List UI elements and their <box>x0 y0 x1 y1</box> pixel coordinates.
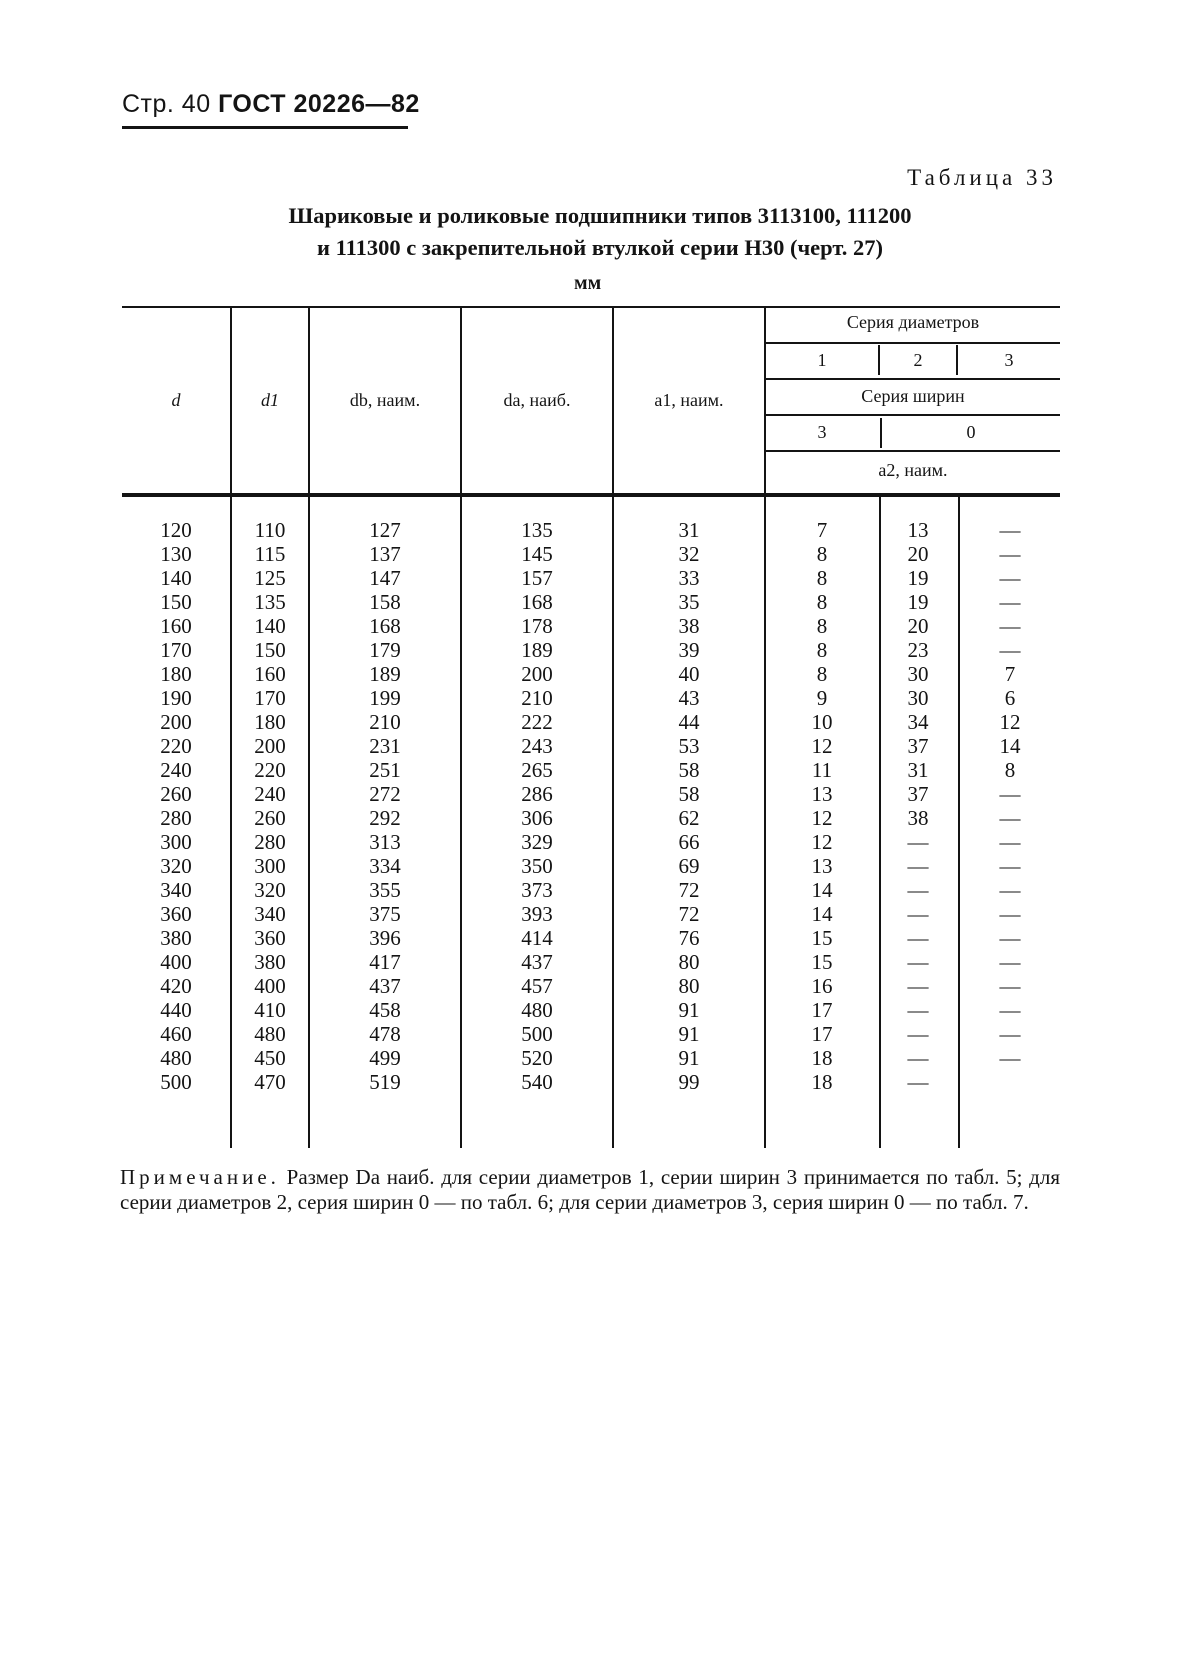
table-cell: 300 <box>160 830 192 854</box>
table-cell: 396 <box>369 926 401 950</box>
table-cell: 280 <box>254 830 286 854</box>
header-d: d <box>171 390 181 410</box>
table-cell: 320 <box>160 854 192 878</box>
table-cell: 8 <box>816 566 828 590</box>
table-cell: 135 <box>254 590 286 614</box>
table-cell: 200 <box>160 710 192 734</box>
table-cell: 150 <box>254 638 286 662</box>
table-cell: — <box>999 926 1021 950</box>
table-cell: 11 <box>811 758 833 782</box>
table-cell: — <box>999 830 1021 854</box>
table-cell: 265 <box>521 758 553 782</box>
table-cell: 458 <box>369 998 401 1022</box>
table-cell: 480 <box>521 998 553 1022</box>
column-a1 <box>614 518 764 1094</box>
table-cell: 72 <box>678 902 700 926</box>
table-cell: 35 <box>678 590 700 614</box>
header-diameter-1: 1 <box>817 350 827 370</box>
table-cell: 58 <box>678 758 700 782</box>
header-db: db, наим. <box>349 390 421 410</box>
table-cell: 313 <box>369 830 401 854</box>
table-title <box>180 200 1020 264</box>
table-cell: 200 <box>254 734 286 758</box>
table-cell: 53 <box>678 734 700 758</box>
table-cell: 179 <box>369 638 401 662</box>
table-cell: 30 <box>907 662 929 686</box>
table-cell: 170 <box>254 686 286 710</box>
table-cell: 38 <box>907 806 929 830</box>
table-cell: 16 <box>811 974 833 998</box>
table-cell: 23 <box>907 638 929 662</box>
table-cell: 32 <box>678 542 700 566</box>
table-cell: 200 <box>521 662 553 686</box>
table-cell: 130 <box>160 542 192 566</box>
table-cell: — <box>999 782 1021 806</box>
table-cell: 329 <box>521 830 553 854</box>
table-cell: 39 <box>678 638 700 662</box>
table-cell: 115 <box>254 542 286 566</box>
table-cell: 147 <box>369 566 401 590</box>
table-cell: 410 <box>254 998 286 1022</box>
table-cell: — <box>999 854 1021 878</box>
unit-label: мм <box>574 272 602 294</box>
table-cell: 8 <box>816 614 828 638</box>
table-cell: 520 <box>521 1046 553 1070</box>
table-cell: 160 <box>254 662 286 686</box>
note-text: Размер Da наиб. для серии диаметров 1, серии ширин 3 принимается по табл. 5; для серии диаметров 2, серия ширин 0 — по табл. 6; для серии диаметров 3, серия ширин 0 — по табл. 7. <box>120 1165 1061 1214</box>
table-cell: 178 <box>521 614 553 638</box>
table-cell: 12 <box>999 710 1021 734</box>
header-width-series: Серия ширин <box>861 386 965 406</box>
table-cell: — <box>999 974 1021 998</box>
table-cell: 62 <box>678 806 700 830</box>
table-cell: 137 <box>369 542 401 566</box>
table-cell: 80 <box>678 974 700 998</box>
table-cell: — <box>907 1070 929 1094</box>
table-cell: 17 <box>811 998 833 1022</box>
table-cell: 457 <box>521 974 553 998</box>
table-cell: 19 <box>907 590 929 614</box>
table-cell: 15 <box>811 950 833 974</box>
table-cell: 9 <box>816 686 828 710</box>
header-width-3: 3 <box>817 422 827 442</box>
table-cell: 44 <box>678 710 700 734</box>
header-sub-rule <box>766 342 1060 344</box>
table-cell: 519 <box>369 1070 401 1094</box>
table-cell: 350 <box>521 854 553 878</box>
table-cell: 240 <box>254 782 286 806</box>
table-cell: — <box>907 1046 929 1070</box>
table-cell: 14 <box>811 902 833 926</box>
table-cell: 180 <box>254 710 286 734</box>
table-cell: 210 <box>521 686 553 710</box>
header-sub-rule <box>766 378 1060 380</box>
table-cell: — <box>907 878 929 902</box>
table-cell: — <box>907 998 929 1022</box>
table-cell: 478 <box>369 1022 401 1046</box>
table-cell: 320 <box>254 878 286 902</box>
title-line-1: Шариковые и роликовые подшипники типов 3113100, 111200 <box>288 203 912 228</box>
table-cell: 168 <box>369 614 401 638</box>
table-cell: — <box>999 590 1021 614</box>
table-cell: 30 <box>907 686 929 710</box>
table-cell: 400 <box>254 974 286 998</box>
table-cell: 140 <box>254 614 286 638</box>
table-cell: — <box>999 878 1021 902</box>
table-cell: 13 <box>907 518 929 542</box>
table-cell: — <box>999 902 1021 926</box>
header-d1: d1 <box>261 390 279 410</box>
table-cell: 260 <box>254 806 286 830</box>
title-line-2: и 111300 с закрепительной втулкой серии Н30 (черт. 27) <box>317 235 883 260</box>
table-cell: 189 <box>369 662 401 686</box>
column-d <box>122 518 230 1094</box>
table-cell: 8 <box>816 542 828 566</box>
table-cell: 417 <box>369 950 401 974</box>
table-cell: 145 <box>521 542 553 566</box>
table-cell: 7 <box>1004 662 1016 686</box>
table-cell: 37 <box>907 782 929 806</box>
table-cell: 355 <box>369 878 401 902</box>
table-cell: 260 <box>160 782 192 806</box>
table-cell: 15 <box>811 926 833 950</box>
table-cell: — <box>907 974 929 998</box>
table-cell: 18 <box>811 1070 833 1094</box>
table-cell: 8 <box>816 662 828 686</box>
table-cell: 13 <box>811 854 833 878</box>
header-da: da, наиб. <box>503 390 571 410</box>
table-cell: 300 <box>254 854 286 878</box>
table-note <box>120 1165 1060 1215</box>
table-cell: 180 <box>160 662 192 686</box>
table-cell: 91 <box>678 1022 700 1046</box>
table-cell: 460 <box>160 1022 192 1046</box>
table-top-rule <box>122 306 1060 308</box>
table-cell: 125 <box>254 566 286 590</box>
table-cell: 72 <box>678 878 700 902</box>
table-cell: 334 <box>369 854 401 878</box>
table-cell: 91 <box>678 1046 700 1070</box>
header-bottom-rule <box>122 493 1060 497</box>
table-cell: 14 <box>811 878 833 902</box>
table-cell: 7 <box>816 518 828 542</box>
table-cell: 393 <box>521 902 553 926</box>
table-cell: 286 <box>521 782 553 806</box>
table-cell: 19 <box>907 566 929 590</box>
table-cell: — <box>999 1046 1021 1070</box>
table-cell: 220 <box>160 734 192 758</box>
table-cell: 127 <box>369 518 401 542</box>
table-cell: 240 <box>160 758 192 782</box>
table-cell: 480 <box>254 1022 286 1046</box>
table-cell: 280 <box>160 806 192 830</box>
table-cell: 10 <box>811 710 833 734</box>
table-cell: 58 <box>678 782 700 806</box>
table-cell: 69 <box>678 854 700 878</box>
table-cell: 66 <box>678 830 700 854</box>
table-cell: 20 <box>907 614 929 638</box>
table-cell: 140 <box>160 566 192 590</box>
table-cell: 243 <box>521 734 553 758</box>
table-cell: 33 <box>678 566 700 590</box>
table-cell: — <box>907 902 929 926</box>
table-cell: 158 <box>369 590 401 614</box>
table-label: Таблица 33 <box>907 165 1057 190</box>
table-cell: 8 <box>816 638 828 662</box>
header-rule <box>122 126 408 129</box>
column-d1 <box>232 518 308 1094</box>
table-cell: 340 <box>160 878 192 902</box>
table-cell: 251 <box>369 758 401 782</box>
table-cell: 12 <box>811 734 833 758</box>
table-cell: 500 <box>160 1070 192 1094</box>
table-cell: 12 <box>811 806 833 830</box>
table-cell: 43 <box>678 686 700 710</box>
table-cell: 8 <box>1004 758 1016 782</box>
table-cell: — <box>999 950 1021 974</box>
table-cell: 360 <box>160 902 192 926</box>
header-a2: a2, наим. <box>878 460 948 480</box>
table-cell: 17 <box>811 1022 833 1046</box>
header-sub-rule <box>766 450 1060 452</box>
table-cell: 292 <box>369 806 401 830</box>
table-cell: 14 <box>999 734 1021 758</box>
table-cell: 150 <box>160 590 192 614</box>
table-cell: — <box>999 518 1021 542</box>
table-cell: 6 <box>1004 686 1016 710</box>
table-cell: 37 <box>907 734 929 758</box>
table-cell: 340 <box>254 902 286 926</box>
table-cell: 91 <box>678 998 700 1022</box>
header-diameter-3: 3 <box>1004 350 1014 370</box>
column-db <box>310 518 460 1094</box>
table-cell: 470 <box>254 1070 286 1094</box>
table-cell: — <box>907 950 929 974</box>
table-cell: — <box>999 638 1021 662</box>
table-cell: 110 <box>254 518 286 542</box>
standard-number: ГОСТ 20226—82 <box>218 90 420 118</box>
table-cell: 31 <box>678 518 700 542</box>
page-number: Стр. 40 <box>122 90 211 118</box>
table-cell: — <box>999 998 1021 1022</box>
table-cell: 480 <box>160 1046 192 1070</box>
table-cell <box>960 1070 1060 1094</box>
table-cell: — <box>907 926 929 950</box>
table-cell: 210 <box>369 710 401 734</box>
table-cell: 157 <box>521 566 553 590</box>
table-cell: 12 <box>811 830 833 854</box>
table-cell: 40 <box>678 662 700 686</box>
table-cell: 220 <box>254 758 286 782</box>
table-cell: 170 <box>160 638 192 662</box>
table-cell: — <box>907 1022 929 1046</box>
table-cell: 222 <box>521 710 553 734</box>
table-cell: 38 <box>678 614 700 638</box>
header-sub-rule <box>766 414 1060 416</box>
table-cell: — <box>907 854 929 878</box>
table-cell: 190 <box>160 686 192 710</box>
page-header <box>122 90 420 119</box>
table-cell: 306 <box>521 806 553 830</box>
table-cell: 500 <box>521 1022 553 1046</box>
table-cell: 437 <box>521 950 553 974</box>
table-cell: 440 <box>160 998 192 1022</box>
table-cell: 360 <box>254 926 286 950</box>
header-a1: a1, наим. <box>654 390 724 410</box>
table-cell: 168 <box>521 590 553 614</box>
header-width-0: 0 <box>966 422 976 442</box>
column-series-2 <box>880 518 956 1094</box>
table-cell: 400 <box>160 950 192 974</box>
table-cell: 373 <box>521 878 553 902</box>
table-cell: 540 <box>521 1070 553 1094</box>
table-cell: 31 <box>907 758 929 782</box>
table-cell: 231 <box>369 734 401 758</box>
table-cell: 414 <box>521 926 553 950</box>
table-cell: 13 <box>811 782 833 806</box>
header-diameter-2: 2 <box>913 350 923 370</box>
column-series-1 <box>766 518 878 1094</box>
table-cell: 380 <box>254 950 286 974</box>
table-cell: 160 <box>160 614 192 638</box>
table-cell: 18 <box>811 1046 833 1070</box>
table-cell: 20 <box>907 542 929 566</box>
table-cell: — <box>999 542 1021 566</box>
table-cell: 272 <box>369 782 401 806</box>
table-cell: 420 <box>160 974 192 998</box>
column-da <box>462 518 612 1094</box>
table-cell: 120 <box>160 518 192 542</box>
table-cell: — <box>907 830 929 854</box>
table-cell: 380 <box>160 926 192 950</box>
table-cell: 375 <box>369 902 401 926</box>
table-cell: — <box>999 614 1021 638</box>
table-cell: 189 <box>521 638 553 662</box>
table-cell: 437 <box>369 974 401 998</box>
column-series-3 <box>960 518 1060 1094</box>
header-diameter-series: Серия диаметров <box>846 312 980 332</box>
table-cell: 76 <box>678 926 700 950</box>
table-cell: — <box>999 566 1021 590</box>
table-cell: — <box>999 1022 1021 1046</box>
table-cell: 34 <box>907 710 929 734</box>
table-cell: 450 <box>254 1046 286 1070</box>
table-cell: 199 <box>369 686 401 710</box>
table-cell: 135 <box>521 518 553 542</box>
table-cell: — <box>999 806 1021 830</box>
table-cell: 80 <box>678 950 700 974</box>
table-cell: 99 <box>678 1070 700 1094</box>
table-cell: 499 <box>369 1046 401 1070</box>
note-label: Примечание. <box>120 1165 280 1189</box>
table-cell: 8 <box>816 590 828 614</box>
